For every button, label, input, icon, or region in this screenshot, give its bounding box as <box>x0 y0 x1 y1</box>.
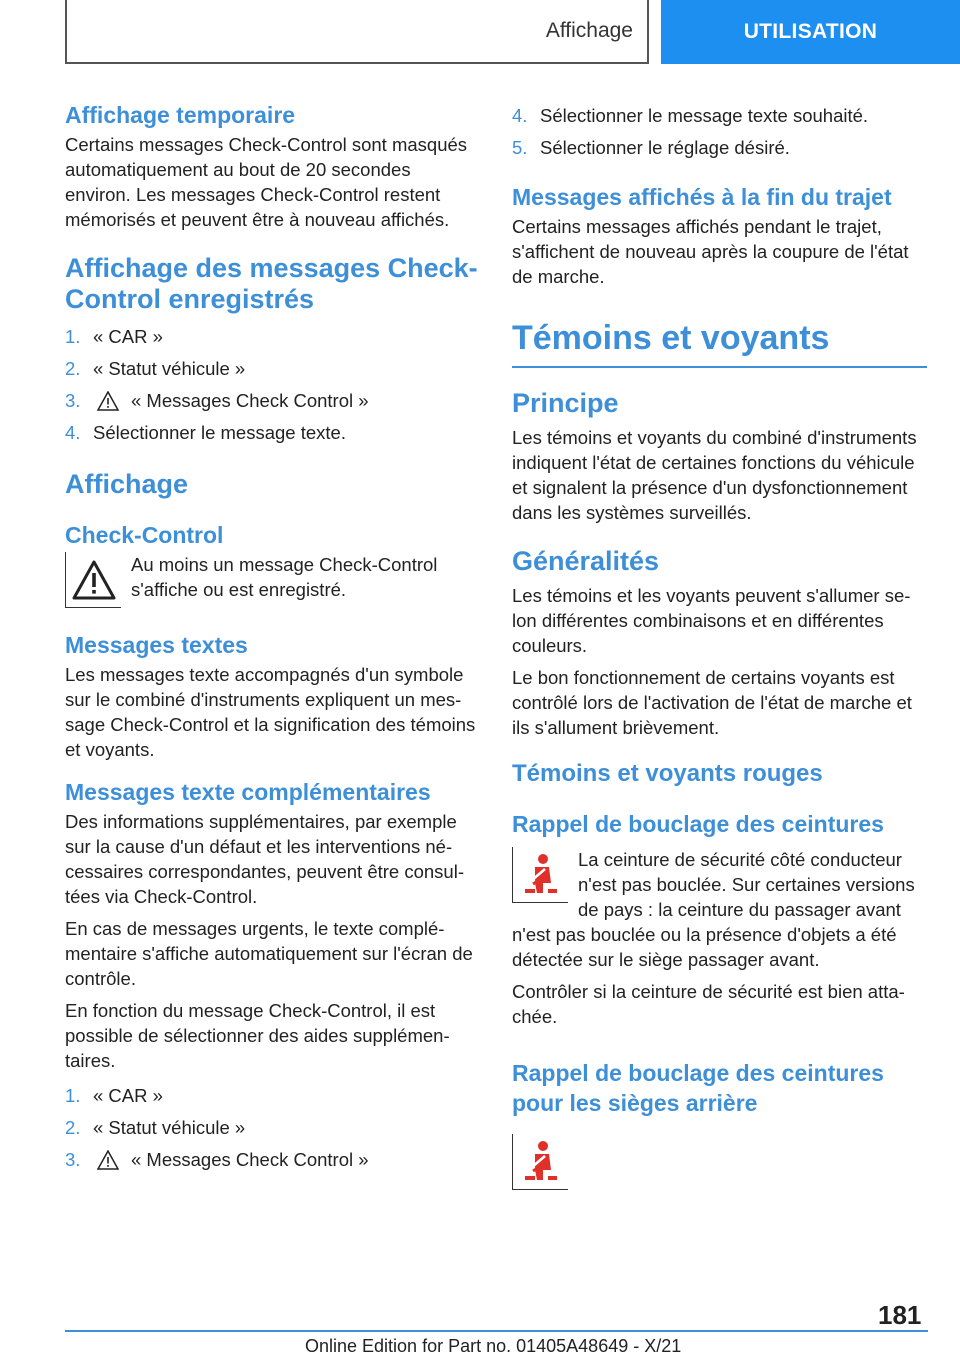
footer-divider <box>65 1330 928 1332</box>
heading-fin-trajet: Messages affichés à la fin du trajet <box>512 184 892 210</box>
para-complementaires-2: En cas de messages urgents, le texte complémentaire s'affiche automatiquement sur l'écran de contrôle. <box>65 918 473 989</box>
heading-messages-enregistres: Affichage des messages Check- Control enregistrés <box>65 253 478 314</box>
heading-affichage: Affichage <box>65 469 189 499</box>
para-affichage-temporaire: Certains messages Check-Control sont masqués automatiquement au bout de 20 secondes environ. Les messages Check-Control restent mémorisés et peuvent être à nouveau affichés. <box>65 134 468 230</box>
list-item: 4. Sélectionner le message texte souhaité. <box>512 105 869 126</box>
seatbelt-icon <box>521 853 561 897</box>
para-generalites-2: Le bon fonctionnement de certains voyants est contrôlé lors de l'activation de l'état de marche et ils s'allument brièvement. <box>512 667 912 738</box>
seatbelt-icon <box>521 1140 561 1184</box>
heading-rappel-arriere: Rappel de bouclage des ceintures pour les sièges arrière <box>512 1060 884 1116</box>
check-control-row <box>65 552 480 608</box>
heading-temoins-voyants: Témoins et voyants <box>512 316 927 368</box>
para-generalites-1: Les témoins et les voyants peuvent s'allumer selon différentes combinaisons et en différentes couleurs. <box>512 585 911 656</box>
chapter-title: UTILISATION <box>743 20 878 43</box>
list-item: 5. Sélectionner le réglage désiré. <box>512 137 790 158</box>
list-item: 1. « CAR » <box>65 326 163 347</box>
list-item: 2. « Statut véhicule » <box>65 1117 246 1138</box>
steps-list-2 <box>65 1080 480 1176</box>
right-column <box>512 100 927 1190</box>
heading-principe: Principe <box>512 388 619 418</box>
para-complementaires-3: En fonction du message Check-Control, il est possible de sélectionner des aides supplémentaires. <box>65 1000 450 1071</box>
section-tab <box>65 0 649 64</box>
list-item: 4. Sélectionner le message texte. <box>65 422 346 443</box>
steps-list-continued <box>512 100 927 164</box>
list-item: 1. « CAR » <box>65 1085 163 1106</box>
para-messages-textes: Les messages texte accompagnés d'un symbole sur le combiné d'instruments expliquent un message Check-Control et la signification des témoins et voyants. <box>65 664 476 760</box>
para-rappel-2: Contrôler si la ceinture de sécurité est bien attachée. <box>512 981 905 1027</box>
seatbelt-symbol <box>512 847 568 903</box>
list-item: 3. « Messages Check Control » <box>65 390 369 411</box>
footer-edition: Online Edition for Part no. 01405A48649 - X/21 <box>305 1336 682 1356</box>
warning-triangle-icon <box>71 559 117 601</box>
seatbelt-rear-symbol <box>512 1134 568 1190</box>
heading-voyants-rouges: Témoins et voyants rouges <box>512 760 823 787</box>
seatbelt-row <box>512 847 927 922</box>
chapter-tab <box>661 0 960 64</box>
warning-triangle-icon <box>97 391 119 411</box>
para-check-control: Au moins un message Check-Control s'affiche ou est enregistré. <box>131 554 438 600</box>
heading-generalites: Généralités <box>512 546 660 576</box>
list-item: 3. « Messages Check Control » <box>65 1149 369 1170</box>
heading-rappel-bouclage: Rappel de bouclage des ceintures <box>512 811 884 837</box>
heading-messages-textes: Messages textes <box>65 632 248 658</box>
list-item: 2. « Statut véhicule » <box>65 358 246 379</box>
para-principe: Les témoins et voyants du combiné d'instruments indiquent l'état de certaines fonctions du véhicule et signalent la présence d'un dysfonctionnement dans les systèmes surveillés. <box>512 427 917 523</box>
para-complementaires-1: Des informations supplémentaires, par exemple sur la cause d'un défaut et les interventions nécessaires correspondantes, peuvent être consultées via Check-Control. <box>65 811 465 907</box>
left-column <box>65 100 480 1182</box>
page-header <box>0 0 960 66</box>
heading-complementaires: Messages texte complémentaires <box>65 779 431 805</box>
steps-list-1 <box>65 321 480 449</box>
check-control-symbol <box>65 552 121 608</box>
section-title: Affichage <box>545 19 633 42</box>
heading-affichage-temporaire: Affichage temporaire <box>65 102 296 128</box>
page-number: 181 <box>878 1300 922 1330</box>
para-rappel-1b: n'est pas bouclée ou la présence d'objets a été détectée sur le siège passager avant. <box>512 924 897 970</box>
para-fin-trajet: Certains messages affichés pendant le trajet, s'affichent de nouveau après la coupure de l'état de marche. <box>512 216 909 287</box>
heading-check-control: Check-Control <box>65 522 224 548</box>
warning-triangle-icon <box>97 1150 119 1170</box>
para-rappel-1: La ceinture de sécurité côté conducteur n'est pas bouclée. Sur certaines versions de pays : la ceinture du passager avant <box>578 849 915 920</box>
